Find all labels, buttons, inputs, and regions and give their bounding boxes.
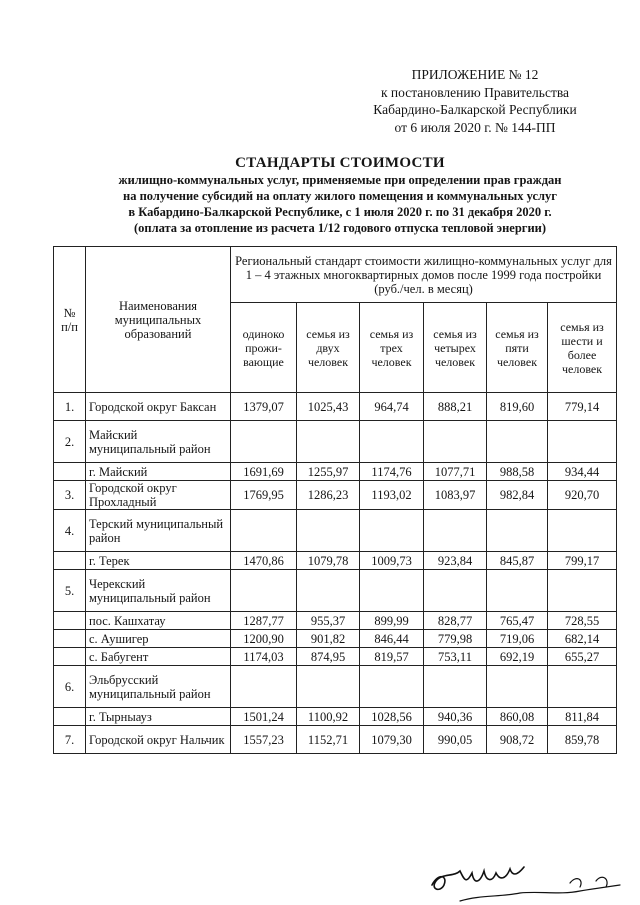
municipality-name: г. Майский [86,463,231,481]
table-row [54,726,617,754]
document-title [40,154,640,236]
cost-value: 1025,43 [297,393,360,421]
cost-value: 964,74 [360,393,424,421]
row-number: 3. [54,481,86,510]
cost-value: 845,87 [487,552,548,570]
municipality-name: Терский муниципальный район [86,510,231,552]
table-row [54,421,617,463]
header-group: Региональный стандарт стоимости жилищно-коммунальных услуг для 1 – 4 этажных многоквартирных домов после 1999 года постройки (руб./чел. в месяц) [231,247,617,303]
cost-value [360,510,424,552]
cost-value [548,510,617,552]
cost-value: 765,47 [487,612,548,630]
cost-value: 1028,56 [360,708,424,726]
cost-value: 753,11 [424,648,487,666]
cost-value: 1691,69 [231,463,297,481]
title-line: (оплата за отопление из расчета 1/12 годового отпуска тепловой энергии) [133,221,547,235]
cost-value: 819,60 [487,393,548,421]
subheader-cell: семья из пяти человек [487,303,548,393]
table-row [54,612,617,630]
cost-value: 859,78 [548,726,617,754]
row-number [54,612,86,630]
table-row [54,570,617,612]
table-row [54,648,617,666]
title-line: на получение субсидий на оплату жилого помещения и коммунальных услуг [123,189,557,203]
municipality-name: Городской округ Прохладный [86,481,231,510]
municipality-name: Майский муниципальный район [86,421,231,463]
table-row [54,708,617,726]
cost-value: 1152,71 [297,726,360,754]
municipality-name: Черекский муниципальный район [86,570,231,612]
subheader-cell: семья из двух человек [297,303,360,393]
cost-value [231,421,297,463]
cost-value: 874,95 [297,648,360,666]
municipality-name: г. Тырныауз [86,708,231,726]
subheader-cell: семья из трех человек [360,303,424,393]
cost-value [424,421,487,463]
cost-value [487,510,548,552]
appendix-line: от 6 июля 2020 г. № 144-ПП [394,119,556,135]
subheader-cell: семья из четырех человек [424,303,487,393]
row-number: 6. [54,666,86,708]
row-number [54,708,86,726]
cost-value [548,570,617,612]
cost-value [297,666,360,708]
table-row [54,510,617,552]
cost-value: 1287,77 [231,612,297,630]
municipality-name: г. Терек [86,552,231,570]
title-line: жилищно-коммунальных услуг, применяемые при определении прав граждан [118,173,562,187]
appendix-block [330,66,620,136]
municipality-name: Городской округ Баксан [86,393,231,421]
table-row [54,666,617,708]
cost-value: 988,58 [487,463,548,481]
cost-value: 846,44 [360,630,424,648]
appendix-line: ПРИЛОЖЕНИЕ № 12 [411,67,539,82]
cost-value: 1077,71 [424,463,487,481]
cost-value [297,510,360,552]
table-row [54,393,617,421]
table-row [54,481,617,510]
cost-value: 728,55 [548,612,617,630]
cost-value: 923,84 [424,552,487,570]
cost-value: 1100,92 [297,708,360,726]
cost-value: 1769,95 [231,481,297,510]
cost-value [360,421,424,463]
cost-value [231,510,297,552]
cost-value: 655,27 [548,648,617,666]
cost-value [487,666,548,708]
row-number [54,463,86,481]
cost-value: 682,14 [548,630,617,648]
cost-value [548,666,617,708]
cost-value: 1009,73 [360,552,424,570]
cost-value: 860,08 [487,708,548,726]
cost-value [424,666,487,708]
municipality-name: Городской округ Нальчик [86,726,231,754]
municipality-name: пос. Кашхатау [86,612,231,630]
cost-value [297,570,360,612]
cost-value [548,421,617,463]
header-num: № п/п [54,247,86,393]
cost-value [424,510,487,552]
subheader-cell: одиноко прожи-вающие [231,303,297,393]
signature-mark [420,845,630,905]
header-name: Наименования муниципальных образований [86,247,231,393]
cost-value: 779,98 [424,630,487,648]
row-number: 4. [54,510,86,552]
cost-value: 1200,90 [231,630,297,648]
row-number: 1. [54,393,86,421]
cost-value: 990,05 [424,726,487,754]
cost-value: 1174,03 [231,648,297,666]
municipality-name: с. Аушигер [86,630,231,648]
cost-value: 1083,97 [424,481,487,510]
table-header-row [54,247,617,303]
cost-value: 899,99 [360,612,424,630]
cost-value: 920,70 [548,481,617,510]
row-number [54,552,86,570]
row-number: 2. [54,421,86,463]
cost-value: 692,19 [487,648,548,666]
cost-value [360,666,424,708]
row-number [54,648,86,666]
cost-value: 1379,07 [231,393,297,421]
cost-value: 1174,76 [360,463,424,481]
subheader-cell: семья из шести и более человек [548,303,617,393]
cost-value: 908,72 [487,726,548,754]
cost-value: 1255,97 [297,463,360,481]
cost-value [487,570,548,612]
municipality-name: Эльбрусский муниципальный район [86,666,231,708]
table-row [54,552,617,570]
cost-value [231,666,297,708]
cost-value: 901,82 [297,630,360,648]
cost-value: 940,36 [424,708,487,726]
municipality-name: с. Бабугент [86,648,231,666]
cost-value: 982,84 [487,481,548,510]
appendix-line: Кабардино-Балкарской Республики [373,102,577,117]
row-number: 5. [54,570,86,612]
cost-value: 719,06 [487,630,548,648]
table-body [54,247,617,754]
cost-value: 811,84 [548,708,617,726]
cost-value: 1557,23 [231,726,297,754]
cost-value: 1079,30 [360,726,424,754]
row-number: 7. [54,726,86,754]
cost-value: 1501,24 [231,708,297,726]
cost-value: 888,21 [424,393,487,421]
cost-value: 955,37 [297,612,360,630]
cost-value: 1193,02 [360,481,424,510]
cost-value [297,421,360,463]
cost-value: 799,17 [548,552,617,570]
cost-value [487,421,548,463]
cost-value [231,570,297,612]
title-main: СТАНДАРТЫ СТОИМОСТИ [235,155,445,171]
cost-value: 828,77 [424,612,487,630]
cost-value: 819,57 [360,648,424,666]
cost-value [360,570,424,612]
cost-value: 1470,86 [231,552,297,570]
row-number [54,630,86,648]
appendix-line: к постановлению Правительства [380,84,570,100]
table-row [54,630,617,648]
cost-value: 1286,23 [297,481,360,510]
standards-table [53,246,617,754]
cost-value: 934,44 [548,463,617,481]
title-line: в Кабардино-Балкарской Республике, с 1 июля 2020 г. по 31 декабря 2020 г. [128,205,552,219]
cost-value: 779,14 [548,393,617,421]
cost-value [424,570,487,612]
cost-value: 1079,78 [297,552,360,570]
table-row [54,463,617,481]
